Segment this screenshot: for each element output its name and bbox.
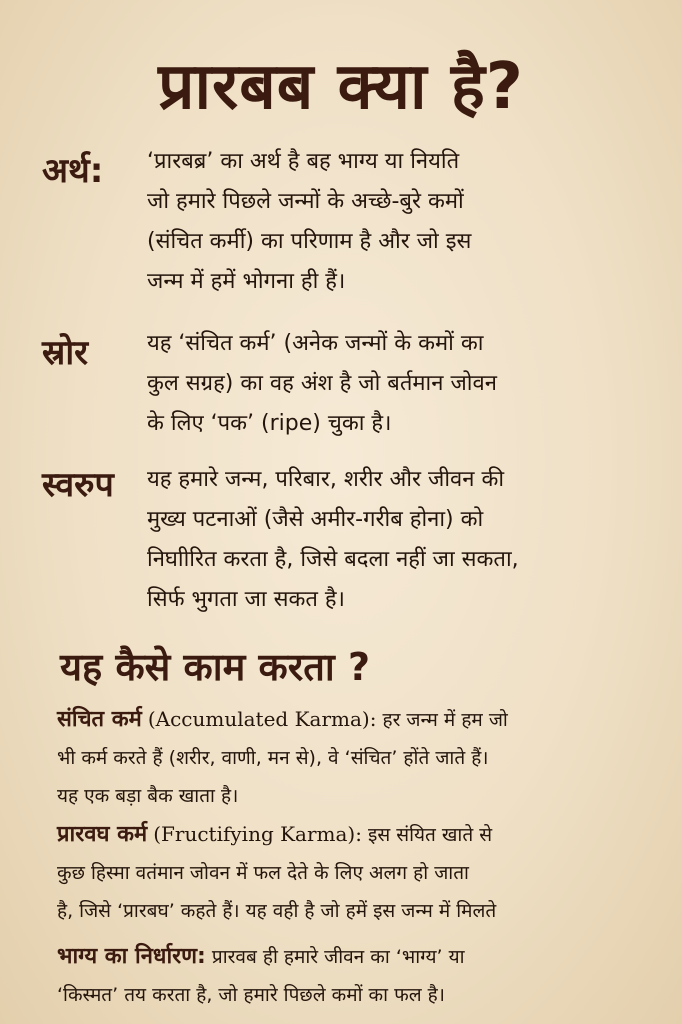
term-rest: हर जन्म में हम जो xyxy=(382,709,508,731)
term-label: संचित कर्म xyxy=(57,707,142,732)
term-english: (Accumulated Karma): xyxy=(147,707,377,731)
text-line: सिर्फ भुगता जा सकत है। xyxy=(147,587,345,612)
text-line: जो हमारे पिछले जन्मों के अच्छे-बुरे कमों xyxy=(147,189,464,214)
text-line: जन्म में हमें भोगना ही हैं। xyxy=(147,269,346,294)
text-line: कुछ हिस्मा वतंमान जोवन में फल देते के लिए अलग हो जाता xyxy=(57,862,469,884)
term-label: भाग्य का निर्धारण: xyxy=(57,944,206,969)
text-line: कुल सग्रह) का वह अंश है जो बर्तमान जोवन xyxy=(147,371,497,396)
section-nature xyxy=(42,460,662,620)
text-line: यह ‘संचित कर्म’ (अनेक जन्मों के कमों का xyxy=(147,331,484,356)
paragraph-destiny xyxy=(57,938,662,1014)
text-line: के लिए ‘पक’ (ripe) चुका है। xyxy=(147,411,392,436)
paragraph-first-line xyxy=(57,700,662,739)
text-line: ‘प्रारबब्र’ का अर्थ है बह भाग्य या नियति xyxy=(147,149,460,174)
text-line: निघाीरित करता है, जिसे बदला नहीं जा सकता, xyxy=(147,547,519,572)
section-text-meaning xyxy=(147,142,471,302)
term-label: प्रारवघ कर्म xyxy=(57,822,148,847)
text-line: यह एक बड़ा बैक खाता है। xyxy=(57,785,239,807)
section-text-source xyxy=(147,324,497,444)
how-heading: यह कैसे काम करता ? xyxy=(60,645,371,689)
term-rest: प्रारवब ही हमारे जीवन का ‘भाग्य’ या xyxy=(211,946,465,968)
text-line: मुख्य पटनाओं (जैसे अमीर-गरीब होना) को xyxy=(147,507,484,532)
paragraph-first-line xyxy=(57,938,662,976)
text-line: भी कर्म करते हैं (शरीर, वाणी, मन से), वे ‘संचित’ होंते जाते हैं। xyxy=(57,747,489,769)
section-source xyxy=(42,324,662,444)
text-line: यह हमारे जन्म, परिबार, शरीर और जीवन की xyxy=(147,467,505,492)
section-label-source: स्रोर xyxy=(42,333,89,373)
section-meaning xyxy=(42,142,662,302)
term-rest: इस संयित खाते से xyxy=(368,824,493,846)
section-label-nature: स्वरुप xyxy=(42,465,114,505)
text-line: (संचित कर्मी) का परिणाम है और जो इस xyxy=(147,229,472,254)
text-line: ‘किस्मत’ तय करता है, जो हमारे पिछले कमों का फल है। xyxy=(57,984,445,1006)
text-line: है, जिसे ‘प्रारबघ’ कहते हैं। यह वही है जो हमें इस जन्म में मिलते xyxy=(57,900,497,922)
paragraph-fructifying-karma xyxy=(57,815,662,930)
section-label-meaning: अर्थ: xyxy=(42,151,104,191)
section-text-nature xyxy=(147,460,519,620)
paragraph-accumulated-karma xyxy=(57,700,662,815)
term-english: (Fructifying Karma): xyxy=(153,822,362,846)
paragraph-first-line xyxy=(57,815,662,854)
page-title: प्रारबब क्या है? xyxy=(158,50,524,124)
